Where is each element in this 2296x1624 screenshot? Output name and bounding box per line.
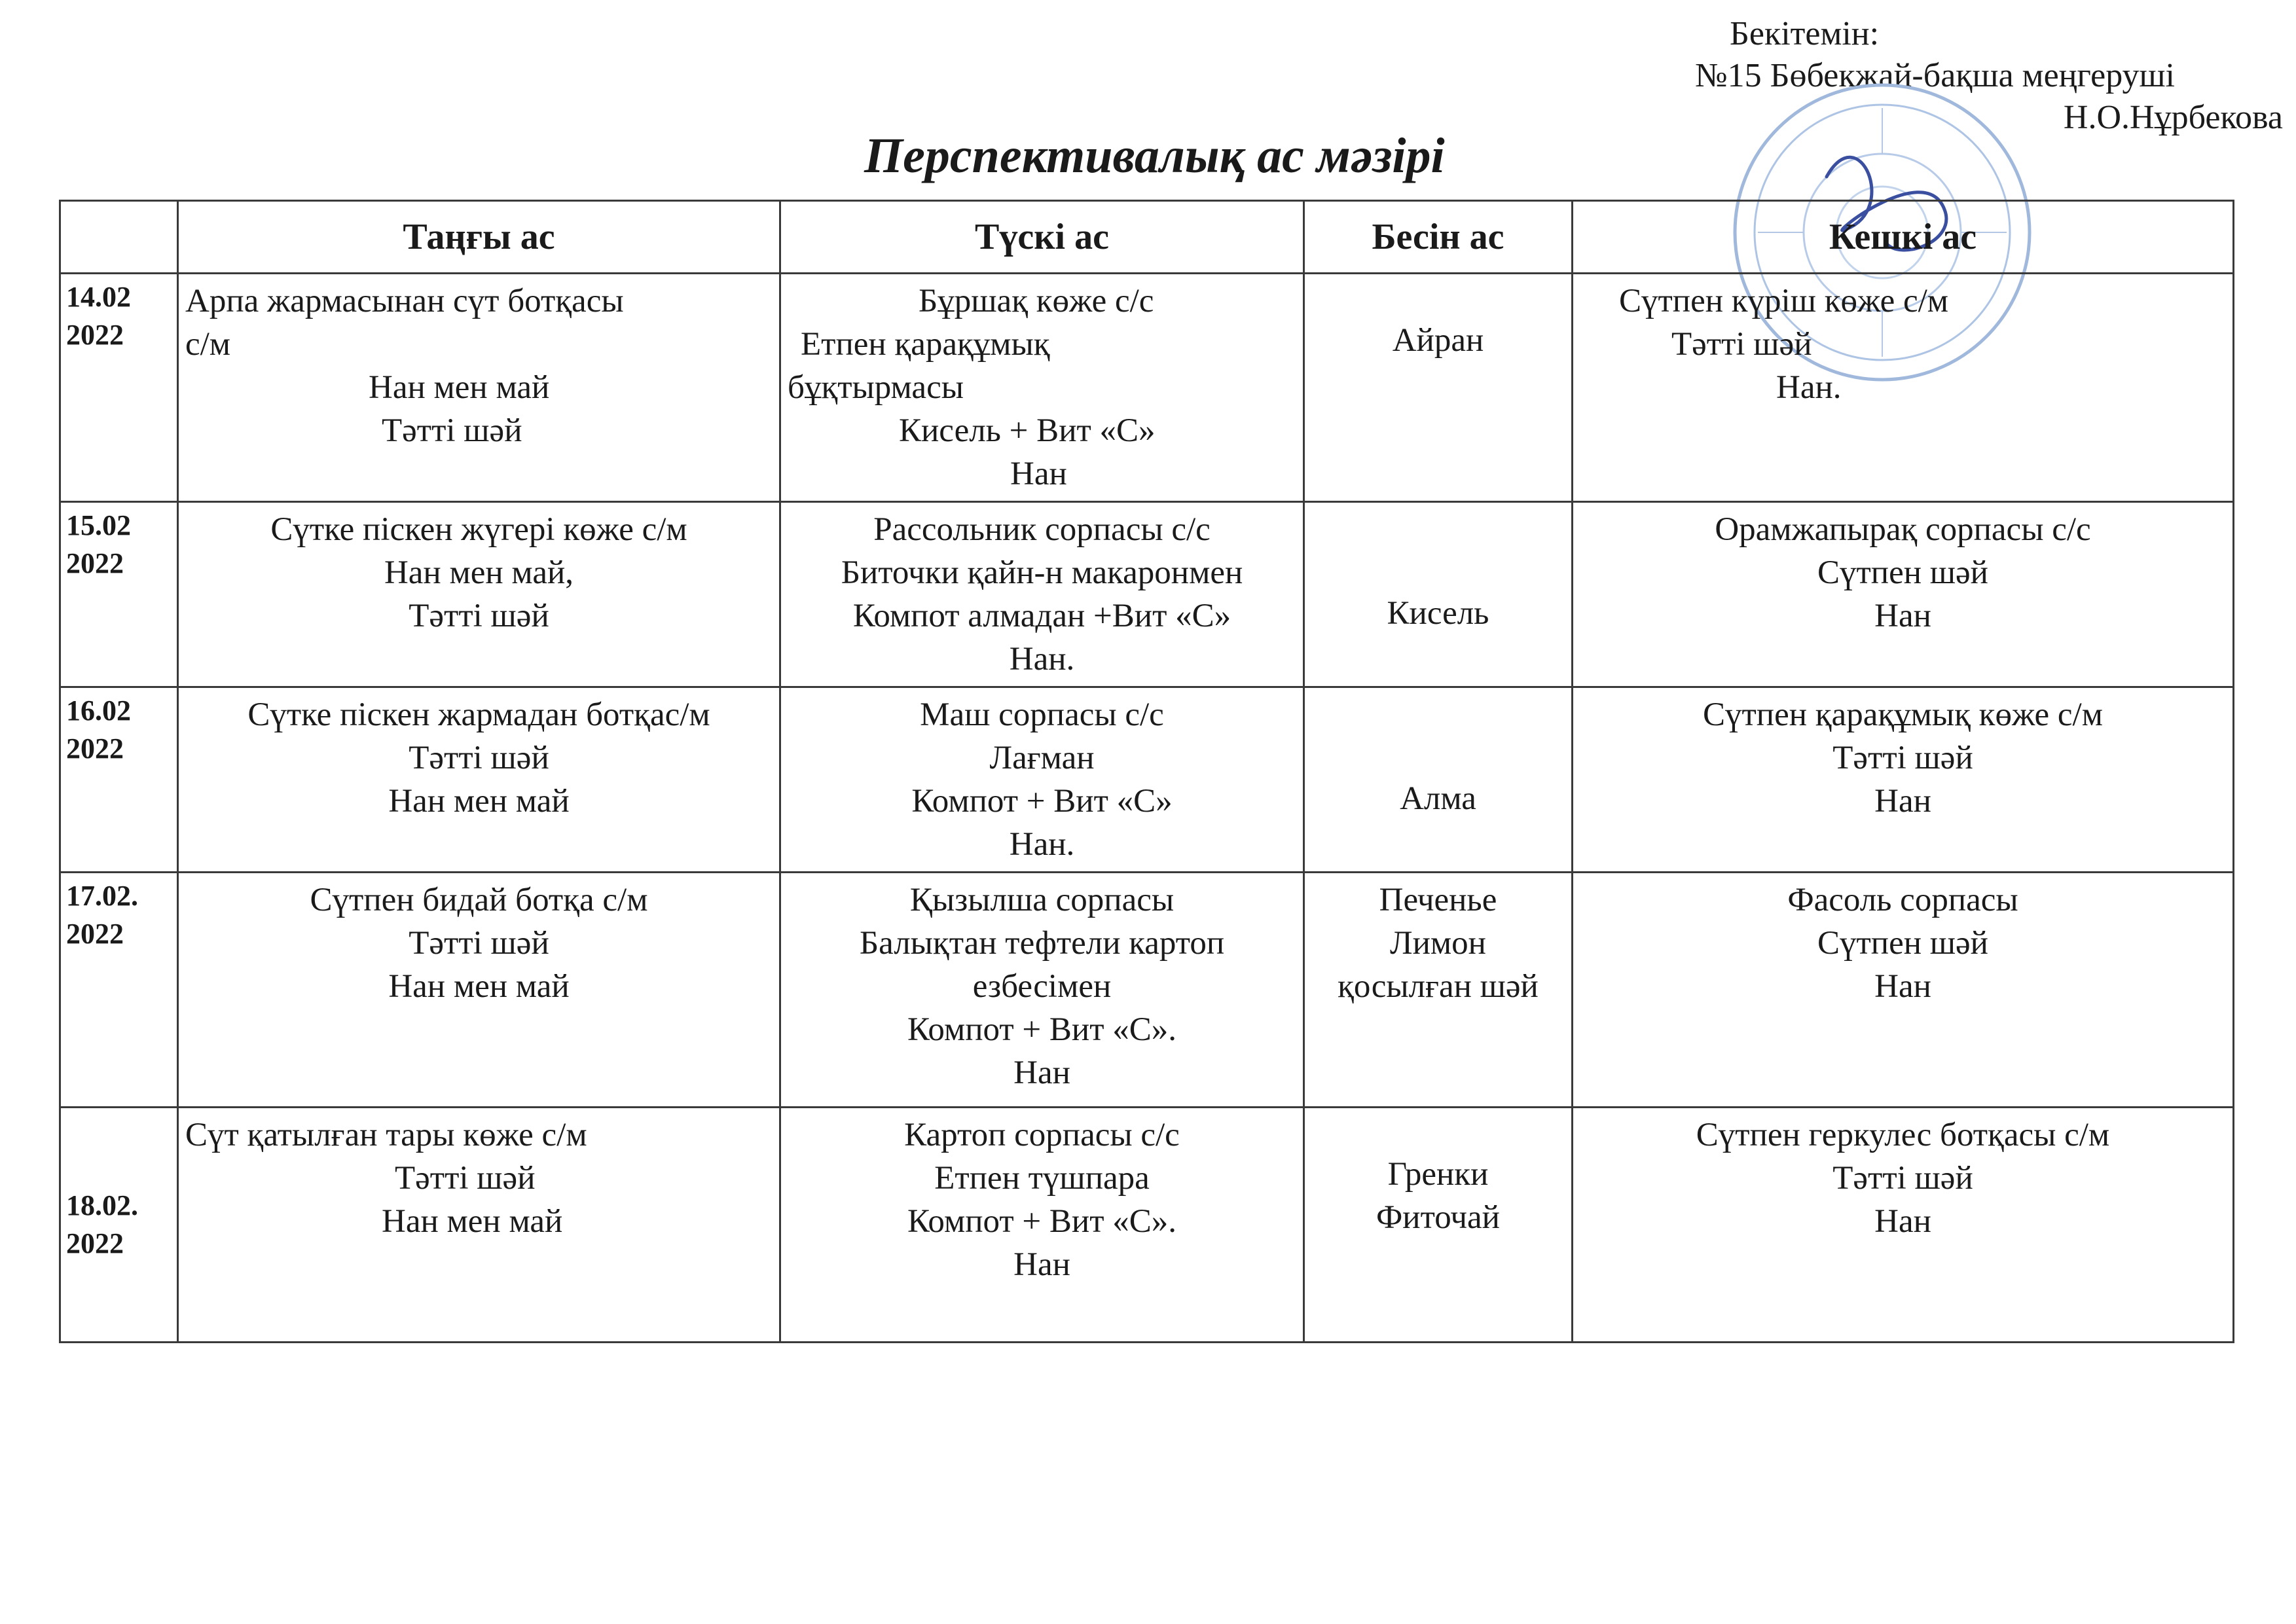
menu-item: Сүт қатылған тары көже с/м xyxy=(185,1117,587,1153)
date-day: 17.02. xyxy=(66,880,138,912)
date-cell xyxy=(60,274,178,502)
menu-item: Нан мен май xyxy=(388,968,570,1005)
menu-item: Гренки xyxy=(1387,1156,1489,1193)
dinner-cell xyxy=(1573,687,2234,873)
menu-item: Сүтпен шәй xyxy=(1817,925,1988,962)
menu-item: Компот + Вит «С» xyxy=(911,783,1173,820)
header-breakfast: Таңғы ас xyxy=(178,201,780,274)
breakfast-cell xyxy=(178,1108,780,1343)
menu-item: Сүтпен шәй xyxy=(1817,554,1988,591)
menu-item: Нан. xyxy=(1009,641,1075,677)
table-row xyxy=(60,873,2234,1108)
date-year: 2022 xyxy=(66,1227,124,1259)
date-day: 16.02 xyxy=(66,695,131,727)
menu-item: Фиточай xyxy=(1376,1199,1500,1236)
menu-item: Нан мен май xyxy=(369,369,550,406)
breakfast-cell xyxy=(178,873,780,1108)
menu-item: Сүтке піскен жармадан ботқас/м xyxy=(247,696,710,733)
header-date xyxy=(60,201,178,274)
snack-cell xyxy=(1304,274,1573,502)
date-day: 15.02 xyxy=(66,509,131,541)
table-row xyxy=(60,687,2234,873)
breakfast-cell xyxy=(178,502,780,687)
menu-item: Сүтпен бидай ботқа с/м xyxy=(310,882,648,918)
snack-cell xyxy=(1304,873,1573,1108)
menu-item: с/м xyxy=(185,326,231,363)
menu-item: Печенье xyxy=(1379,882,1497,918)
menu-item: Нан мен май, xyxy=(384,554,574,591)
header-snack: Бесін ас xyxy=(1304,201,1573,274)
page-title: Перспективалық ас мәзірі xyxy=(864,128,1445,183)
menu-item: Нан xyxy=(1874,598,1931,634)
menu-item: Балықтан тефтели картоп xyxy=(859,925,1225,962)
menu-item: Нан xyxy=(1010,456,1067,492)
menu-item: Тәтті шәй xyxy=(395,1160,536,1197)
menu-item: Алма xyxy=(1400,780,1476,817)
dinner-cell xyxy=(1573,502,2234,687)
menu-item: Фасоль сорпасы xyxy=(1787,882,2018,918)
lunch-cell xyxy=(780,1108,1304,1343)
date-year: 2022 xyxy=(66,732,124,765)
date-year: 2022 xyxy=(66,319,124,351)
menu-item: Нан. xyxy=(1009,826,1075,863)
date-cell xyxy=(60,502,178,687)
header-row xyxy=(60,201,2234,274)
lunch-cell xyxy=(780,502,1304,687)
menu-item: Рассольник сорпасы с/с xyxy=(873,511,1211,548)
menu-item: Нан xyxy=(1874,968,1931,1005)
date-year: 2022 xyxy=(66,547,124,579)
menu-table xyxy=(59,200,2234,1343)
approval-position: №15 Бөбекжай-бақша меңгеруші xyxy=(1695,57,2176,94)
menu-item: Нан xyxy=(1013,1246,1070,1283)
menu-item: Тәтті шәй xyxy=(1832,1160,1973,1197)
menu-item: Биточки қайн-н макаронмен xyxy=(841,554,1243,591)
menu-item: бұқтырмасы xyxy=(788,369,964,406)
menu-item: Компот + Вит «С». xyxy=(907,1011,1177,1048)
menu-item: Картоп сорпасы с/с xyxy=(904,1117,1180,1153)
menu-item: Сүтпен күріш көже с/м xyxy=(1619,283,1949,319)
menu-item: Кисель + Вит «С» xyxy=(899,412,1156,449)
menu-item: Компот алмадан +Вит «С» xyxy=(852,598,1231,634)
menu-item: Сүтке піскен жүгері көже с/м xyxy=(270,511,687,548)
menu-item: Айран xyxy=(1392,322,1484,359)
table-row xyxy=(60,1108,2234,1343)
menu-item: Лағман xyxy=(989,740,1095,776)
dinner-cell xyxy=(1573,1108,2234,1343)
snack-cell xyxy=(1304,687,1573,873)
menu-item: Арпа жармасынан сүт ботқасы xyxy=(185,283,624,319)
menu-item: Бұршақ көже с/с xyxy=(919,283,1154,319)
menu-item: Қызылша сорпасы xyxy=(909,882,1175,918)
lunch-cell xyxy=(780,873,1304,1108)
menu-item: Орамжапырақ сорпасы с/с xyxy=(1715,511,2091,548)
lunch-cell xyxy=(780,687,1304,873)
approval-label: Бекітемін: xyxy=(1730,15,1880,52)
menu-item: Сүтпен қарақұмық көже с/м xyxy=(1703,696,2103,733)
breakfast-cell xyxy=(178,687,780,873)
menu-item: Тәтті шәй xyxy=(409,925,549,962)
lunch-cell xyxy=(780,274,1304,502)
date-year: 2022 xyxy=(66,918,124,950)
menu-item: Маш сорпасы с/с xyxy=(920,696,1164,733)
date-cell xyxy=(60,687,178,873)
menu-item: Нан мен май xyxy=(388,783,570,820)
menu-item: Тәтті шәй xyxy=(1832,740,1973,776)
table-row xyxy=(60,502,2234,687)
menu-item: қосылған шәй xyxy=(1338,968,1539,1005)
menu-item: Нан xyxy=(1874,783,1931,820)
menu-item: Лимон xyxy=(1390,925,1486,962)
table-row xyxy=(60,274,2234,502)
menu-item: Кисель xyxy=(1387,595,1489,632)
menu-item: Компот + Вит «С». xyxy=(907,1203,1177,1240)
menu-item: Тәтті шәй xyxy=(382,412,522,449)
header-dinner: Кешкі ас xyxy=(1573,201,2234,274)
snack-cell xyxy=(1304,1108,1573,1343)
date-day: 14.02 xyxy=(66,281,131,313)
menu-item: Нан xyxy=(1013,1055,1070,1091)
menu-item: езбесімен xyxy=(972,968,1112,1005)
menu-item: Тәтті шәй xyxy=(409,740,549,776)
menu-item: Тәтті шәй xyxy=(409,598,549,634)
dinner-cell xyxy=(1573,873,2234,1108)
menu-item: Нан. xyxy=(1776,369,1842,406)
date-day: 18.02. xyxy=(66,1189,138,1221)
date-cell xyxy=(60,873,178,1108)
snack-cell xyxy=(1304,502,1573,687)
menu-item: Тәтті шәй xyxy=(1671,326,1812,363)
menu-item: Етпен түшпара xyxy=(934,1160,1150,1197)
menu-item: Сүтпен геркулес ботқасы с/м xyxy=(1696,1117,2110,1153)
approval-name: Н.О.Нұрбекова xyxy=(2063,99,2283,136)
dinner-cell xyxy=(1573,274,2234,502)
menu-item: Етпен қарақұмық xyxy=(801,326,1050,363)
date-cell xyxy=(60,1108,178,1343)
menu-item: Нан мен май xyxy=(382,1203,563,1240)
breakfast-cell xyxy=(178,274,780,502)
header-lunch: Түскі ас xyxy=(780,201,1304,274)
menu-item: Нан xyxy=(1874,1203,1931,1240)
